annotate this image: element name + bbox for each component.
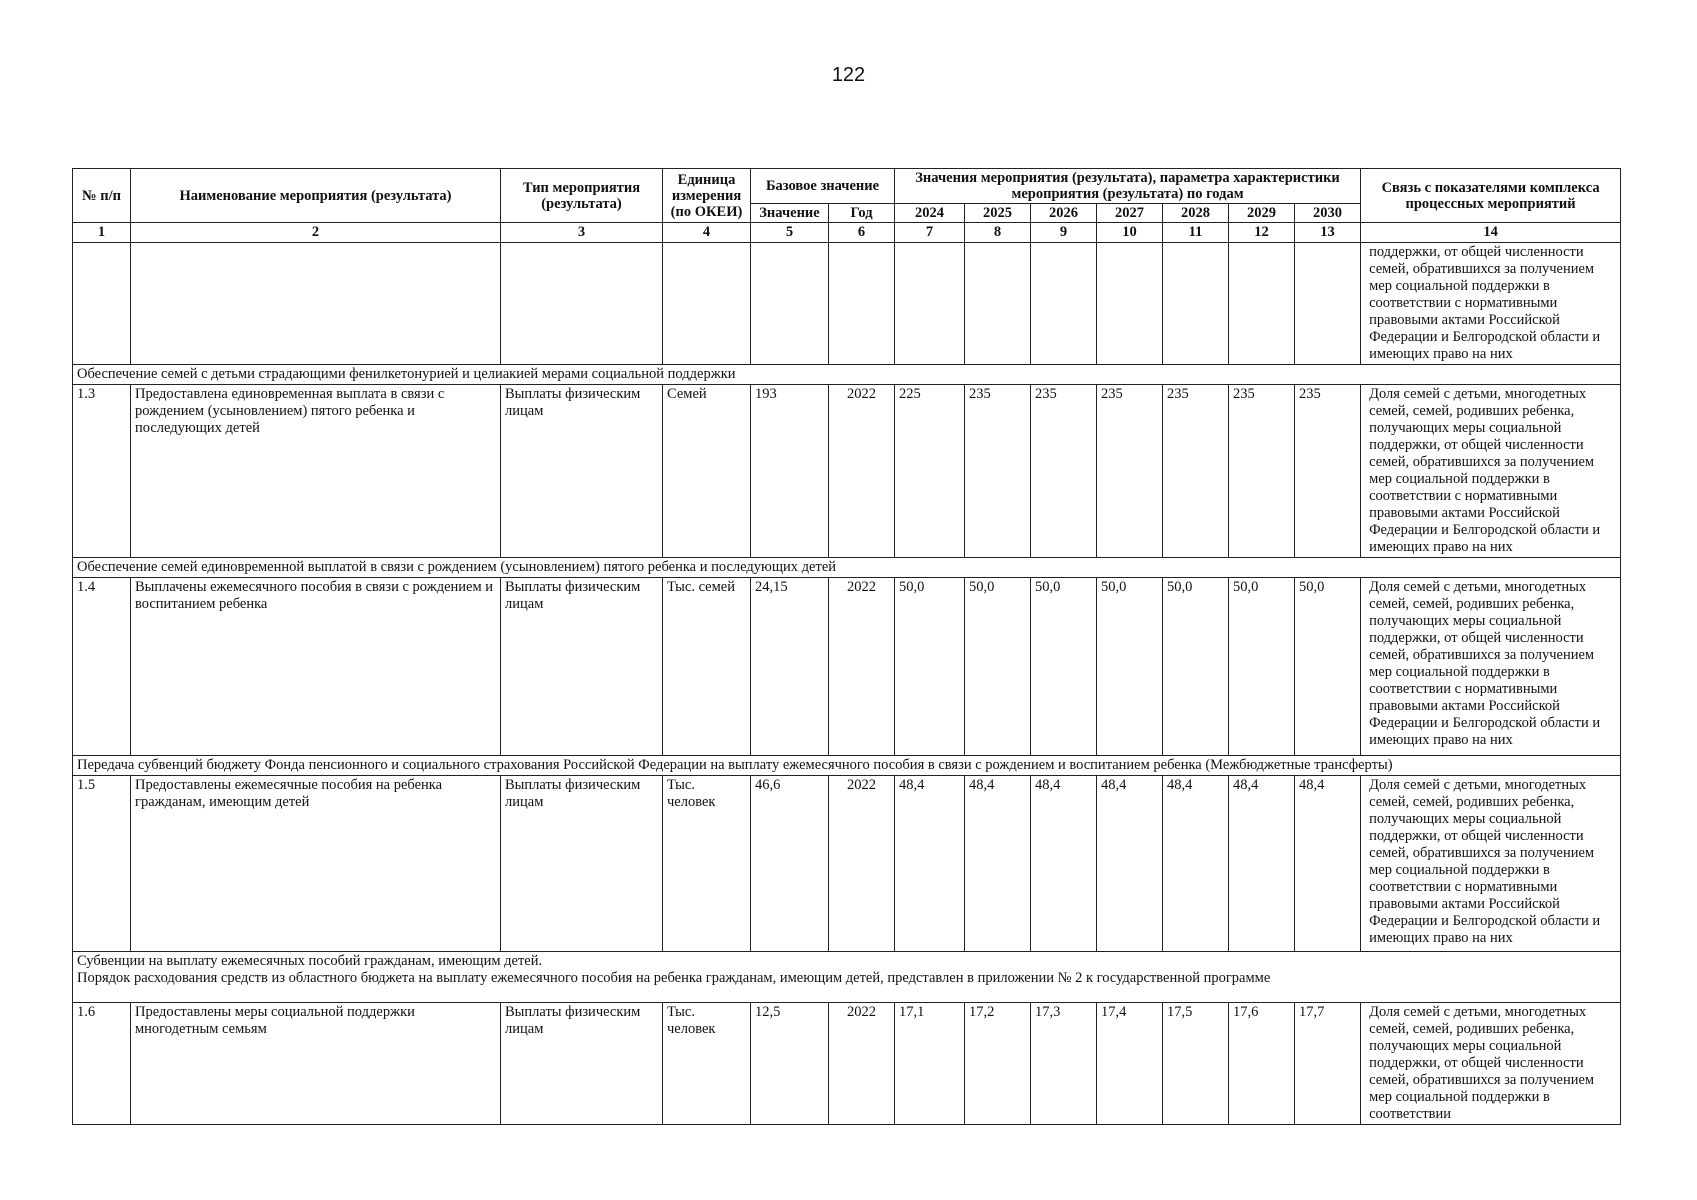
row-unit: Тыс. человек xyxy=(663,1003,751,1125)
column-number: 14 xyxy=(1361,223,1621,243)
row-value: 225 xyxy=(895,385,965,558)
table-row xyxy=(73,776,1621,952)
row-value: 48,4 xyxy=(1295,776,1361,952)
header-year: 2024 xyxy=(895,204,965,223)
row-value: 235 xyxy=(1229,385,1295,558)
section-title: Обеспечение семей единовременной выплатой в связи с рождением (усыновлением) пятого ребенка и последующих детей xyxy=(73,558,1621,578)
header-base: Базовое значение xyxy=(751,169,895,204)
row-unit: Тыс. человек xyxy=(663,776,751,952)
section-row xyxy=(73,756,1621,776)
row-value: 48,4 xyxy=(1163,776,1229,952)
row-value: 17,6 xyxy=(1229,1003,1295,1125)
row-name: Выплачены ежемесячного пособия в связи с рождением и воспитанием ребенка xyxy=(131,578,501,756)
table-row xyxy=(73,1003,1621,1125)
column-number: 10 xyxy=(1097,223,1163,243)
column-number: 7 xyxy=(895,223,965,243)
header-year: 2030 xyxy=(1295,204,1361,223)
column-number: 11 xyxy=(1163,223,1229,243)
row-base-year: 2022 xyxy=(829,385,895,558)
column-number: 6 xyxy=(829,223,895,243)
row-num: 1.5 xyxy=(73,776,131,952)
row-num: 1.4 xyxy=(73,578,131,756)
row-unit: Семей xyxy=(663,385,751,558)
column-number: 12 xyxy=(1229,223,1295,243)
row-value: 50,0 xyxy=(1097,578,1163,756)
row-unit: Тыс. семей xyxy=(663,578,751,756)
header-name: Наименование мероприятия (результата) xyxy=(131,169,501,223)
section-row xyxy=(73,952,1621,1003)
measures-table xyxy=(72,168,1621,1125)
link-cell: поддержки, от общей численности семей, обратившихся за получением мер социальной поддержки в соответствии с нормативными правовыми актами Российской Федерации и Белгородской области и имеющих право на них xyxy=(1361,243,1621,365)
header-num: № п/п xyxy=(73,169,131,223)
section-title: Обеспечение семей с детьми страдающими фенилкетонурией и целиакией мерами социальной поддержки xyxy=(73,365,1621,385)
header-year: 2026 xyxy=(1031,204,1097,223)
row-value: 48,4 xyxy=(1097,776,1163,952)
row-value: 48,4 xyxy=(965,776,1031,952)
row-value: 50,0 xyxy=(965,578,1031,756)
table-row xyxy=(73,578,1621,756)
link-cell: Доля семей с детьми, многодетных семей, семей, родивших ребенка, получающих меры социальной поддержки, от общей численности семей, обратившихся за получением мер социальной поддержки в соответствии с нормативными правовыми актами Российской Федерации и Белгородской области и имеющих право на них xyxy=(1361,578,1621,756)
row-base-year: 2022 xyxy=(829,578,895,756)
header-base-value: Значение xyxy=(751,204,829,223)
column-number: 9 xyxy=(1031,223,1097,243)
row-num: 1.3 xyxy=(73,385,131,558)
row-value: 50,0 xyxy=(1163,578,1229,756)
header-type: Тип мероприятия (результата) xyxy=(501,169,663,223)
row-value: 17,5 xyxy=(1163,1003,1229,1125)
column-number: 5 xyxy=(751,223,829,243)
column-number: 13 xyxy=(1295,223,1361,243)
table-row xyxy=(73,385,1621,558)
row-type: Выплаты физическим лицам xyxy=(501,1003,663,1125)
row-type: Выплаты физическим лицам xyxy=(501,776,663,952)
row-base-year: 2022 xyxy=(829,776,895,952)
column-number: 2 xyxy=(131,223,501,243)
link-cell: Доля семей с детьми, многодетных семей, семей, родивших ребенка, получающих меры социальной поддержки, от общей численности семей, обратившихся за получением мер социальной поддержки в соответствии xyxy=(1361,1003,1621,1125)
row-value: 48,4 xyxy=(895,776,965,952)
row-name: Предоставлены ежемесячные пособия на ребенка гражданам, имеющим детей xyxy=(131,776,501,952)
row-value: 235 xyxy=(1163,385,1229,558)
section-title-line: Субвенции на выплату ежемесячных пособий гражданам, имеющим детей. xyxy=(77,953,543,969)
header-link: Связь с показателями комплекса процессных мероприятий xyxy=(1361,169,1621,223)
header-values: Значения мероприятия (результата), параметра характеристики мероприятия (результата) по годам xyxy=(895,169,1361,204)
row-value: 48,4 xyxy=(1229,776,1295,952)
header-unit: Единица измерения (по ОКЕИ) xyxy=(663,169,751,223)
link-cell: Доля семей с детьми, многодетных семей, семей, родивших ребенка, получающих меры социальной поддержки, от общей численности семей, обратившихся за получением мер социальной поддержки в соответствии с нормативными правовыми актами Российской Федерации и Белгородской области и имеющих право на них xyxy=(1361,776,1621,952)
row-value: 48,4 xyxy=(1031,776,1097,952)
section-title: Передача субвенций бюджету Фонда пенсионного и социального страхования Российской Федерации на выплату ежемесячного пособия в связи с рождением и воспитанием ребенка (Межбюджетные трансферты) xyxy=(73,756,1621,776)
row-name: Предоставлены меры социальной поддержки многодетным семьям xyxy=(131,1003,501,1125)
column-number: 3 xyxy=(501,223,663,243)
page-number: 122 xyxy=(831,64,866,86)
row-value: 17,2 xyxy=(965,1003,1031,1125)
column-number: 1 xyxy=(73,223,131,243)
row-base-year: 2022 xyxy=(829,1003,895,1125)
column-number: 4 xyxy=(663,223,751,243)
row-value: 235 xyxy=(1031,385,1097,558)
header-base-year: Год xyxy=(829,204,895,223)
row-type: Выплаты физическим лицам xyxy=(501,385,663,558)
section-row xyxy=(73,365,1621,385)
link-cell: Доля семей с детьми, многодетных семей, семей, родивших ребенка, получающих меры социальной поддержки, от общей численности семей, обратившихся за получением мер социальной поддержки в соответствии с нормативными правовыми актами Российской Федерации и Белгородской области и имеющих право на них xyxy=(1361,385,1621,558)
row-num: 1.6 xyxy=(73,1003,131,1125)
header-year: 2025 xyxy=(965,204,1031,223)
section-title-line: Порядок расходования средств из областного бюджета на выплату ежемесячного пособия на ребенка гражданам, имеющим детей, представлен в приложении № 2 к государственной программе xyxy=(77,970,1271,986)
row-name: Предоставлена единовременная выплата в связи с рождением (усыновлением) пятого ребенка и последующих детей xyxy=(131,385,501,558)
row-value: 17,7 xyxy=(1295,1003,1361,1125)
row-value: 50,0 xyxy=(1031,578,1097,756)
row-value: 17,3 xyxy=(1031,1003,1097,1125)
header-year: 2028 xyxy=(1163,204,1229,223)
column-number: 8 xyxy=(965,223,1031,243)
header-year: 2027 xyxy=(1097,204,1163,223)
row-value: 50,0 xyxy=(895,578,965,756)
row-value: 235 xyxy=(965,385,1031,558)
header-year: 2029 xyxy=(1229,204,1295,223)
row-value: 50,0 xyxy=(1229,578,1295,756)
row-value: 17,1 xyxy=(895,1003,965,1125)
row-value: 17,4 xyxy=(1097,1003,1163,1125)
row-base-value: 24,15 xyxy=(751,578,829,756)
row-value: 50,0 xyxy=(1295,578,1361,756)
section-row xyxy=(73,558,1621,578)
row-value: 235 xyxy=(1097,385,1163,558)
row-type: Выплаты физическим лицам xyxy=(501,578,663,756)
row-base-value: 193 xyxy=(751,385,829,558)
section-title xyxy=(73,952,1621,1003)
row-base-value: 46,6 xyxy=(751,776,829,952)
row-base-value: 12,5 xyxy=(751,1003,829,1125)
row-value: 235 xyxy=(1295,385,1361,558)
table-row xyxy=(73,243,1621,365)
